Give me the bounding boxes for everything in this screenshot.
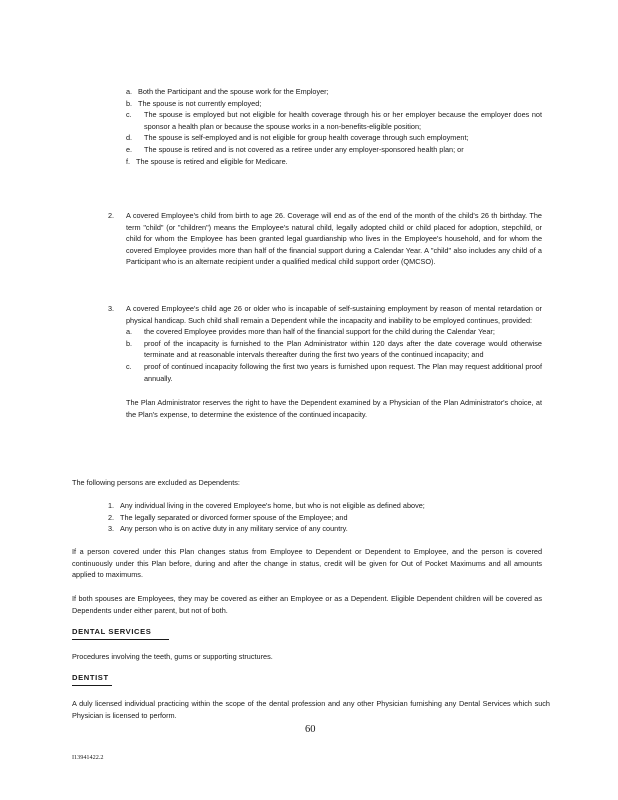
dentist-definition (72, 698, 550, 721)
list-item (126, 132, 542, 144)
list-item-text: The spouse is retired and eligible for Medicare. (136, 156, 288, 166)
list-item-text: Any person who is on active duty in any military service of any country. (120, 524, 348, 534)
dependent-item-2 (108, 210, 542, 268)
list-item-label: c. (126, 110, 132, 120)
document-id: I13941422.2 (72, 754, 104, 761)
page-number: 60 (305, 724, 316, 735)
list-item (126, 156, 542, 168)
list-item (108, 512, 542, 524)
heading-underline (72, 639, 169, 640)
list-item (108, 500, 542, 512)
spouse-eligibility-list (126, 86, 542, 167)
list-item-label: c. (126, 361, 132, 371)
list-item-label: b. (126, 338, 133, 348)
list-item (126, 98, 542, 110)
item-3-intro (108, 303, 542, 326)
list-item-text: The spouse is not currently employed; (138, 98, 262, 108)
list-item-text: A covered Employee's child age 26 or older who is incapable of self-sustaining employment by reason of mental retardation or physical handicap. Such child shall remain a Dependent while the incapacity and inability to be employed continues, provided: (126, 304, 542, 325)
list-item-label: 2. (108, 211, 115, 220)
dental-services-heading: DENTAL SERVICES (72, 627, 152, 636)
list-item-text: the covered Employee provides more than half of the financial support for the child during the Calendar Year; (144, 327, 495, 337)
heading-underline (72, 685, 112, 686)
list-item-text: The legally separated or divorced former spouse of the Employee; and (120, 512, 348, 522)
list-item-label: 2. (108, 512, 115, 522)
list-item-label: a. (126, 87, 133, 96)
list-item (126, 338, 542, 361)
list-item (126, 109, 542, 132)
list-item-label: a. (126, 327, 133, 337)
list-item (126, 86, 542, 98)
list-item-text: Any individual living in the covered Employee's home, but who is not eligible as defined above; (120, 501, 425, 510)
list-item-label: b. (126, 98, 133, 108)
list-item (126, 326, 542, 338)
list-item-label: 3. (108, 524, 115, 534)
list-item (126, 361, 542, 384)
list-item-text: Both the Participant and the spouse work for the Employer; (138, 87, 329, 96)
list-item-text: The spouse is retired and is not covered as a retiree under any employer-sponsored health plan; or (144, 144, 464, 154)
list-item-text: The spouse is self-employed and is not eligible for group health coverage through such employment; (144, 133, 469, 143)
item-3-closing (108, 397, 542, 420)
paragraph-text: The following persons are excluded as Dependents: (72, 478, 240, 487)
list-item (126, 144, 542, 156)
list-item (108, 523, 542, 535)
both-spouses-paragraph (72, 593, 542, 616)
status-change-paragraph (72, 546, 542, 581)
excluded-list (108, 500, 542, 535)
dental-services-definition (72, 651, 542, 663)
dentist-heading: DENTIST (72, 673, 109, 682)
paragraph-text: If a person covered under this Plan changes status from Employee to Dependent or Dependent to Employee, and the person is covered continuously under this Plan before, during and after the change in status, credit will be given for Out of Pocket Maximums and all amounts applied to maximums. (72, 547, 542, 580)
list-item-label: d. (126, 133, 133, 143)
list-item-label: e. (126, 144, 133, 154)
list-item-text: A covered Employee's child from birth to age 26. Coverage will end as of the end of the month of the child's 26 th birthday. The term "child" (or "children") means the Employee's natural child, legally adopted child or child placed for adoption, stepchild, or child for whom the Employee has been granted legal guardianship who lives in the Employee's household, and for whom the covered Employee provides more than half of the financial support during a Calendar Year. A "child" also includes any child of a Participant who is an alternate recipient under a qualified medical child support order (QMCSO). (126, 211, 542, 267)
list-item-label: 3. (108, 304, 115, 313)
paragraph-text: Procedures involving the teeth, gums or supporting structures. (72, 652, 273, 661)
list-item-label: 1. (108, 501, 115, 510)
list-item-label: f. (126, 156, 131, 166)
item-3-subitems (108, 326, 542, 384)
list-item-text: proof of the incapacity is furnished to the Plan Administrator within 120 days after the date coverage would otherwise terminate and at reasonable intervals thereafter during the first two years of the continued incapacity; and (144, 338, 542, 360)
list-item-text: proof of continued incapacity following the first two years is furnished upon request. The Plan may request additional proof annually. (144, 361, 542, 383)
paragraph-text: If both spouses are Employees, they may be covered as either an Employee or as a Dependent. Eligible Dependent children will be covered as Dependents under either parent, but not of both. (72, 594, 542, 615)
paragraph-text: A duly licensed individual practicing within the scope of the dental profession and any other Physician furnishing any Dental Services which such Physician is licensed to perform. (72, 699, 550, 720)
dependent-item-3 (108, 303, 542, 420)
paragraph-text: The Plan Administrator reserves the right to have the Dependent examined by a Physician of the Plan Administrator's choice, at the Plan's expense, to determine the existence of the continued incapacity. (126, 398, 542, 419)
list-item-text: The spouse is employed but not eligible for health coverage through his or her employer because the employer does not sponsor a health plan or because the spouse works in a non-benefits-eligible position; (144, 110, 542, 131)
excluded-intro (72, 477, 542, 489)
